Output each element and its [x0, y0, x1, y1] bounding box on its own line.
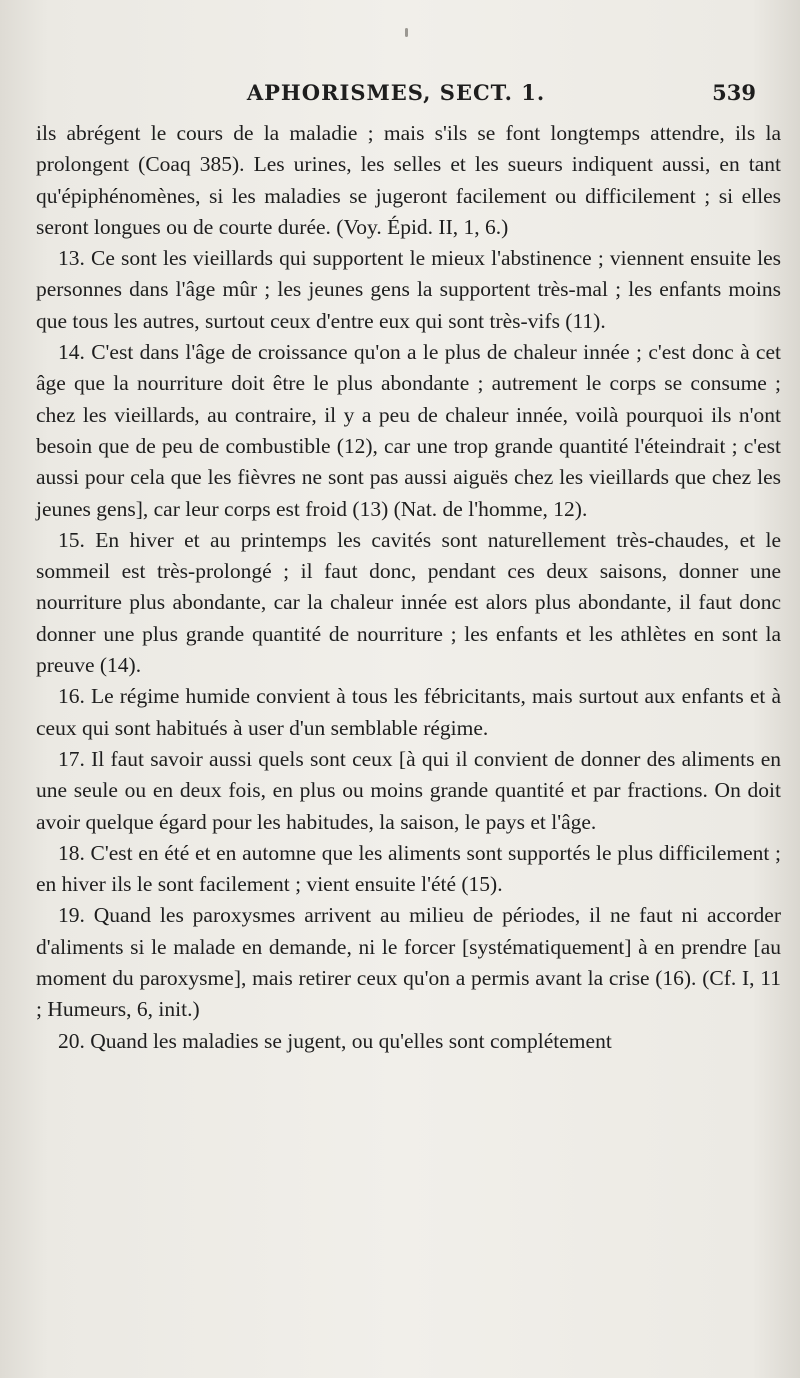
aphorism-18: 18. C'est en été et en automne que les aliments sont supportés le plus difficilement ; en hiver ils le sont facilement ; vient ensuite l'été (15).	[36, 840, 781, 897]
aphorism-20: 20. Quand les maladies se jugent, ou qu'elles sont complétement	[58, 1028, 612, 1053]
aphorism-14: 14. C'est dans l'âge de croissance qu'on a le plus de chaleur innée ; c'est donc à cet âge que la nourriture doit être le plus abondante ; autrement le corps se consume ; chez les vieillards, au contraire, il y a peu de chaleur innée, voilà pourquoi ils n'ont besoin que de peu de combustible (12), car une trop grande quantité l'éteindrait ; c'est aussi pour cela que les fièvres ne sont pas aussi aiguës chez les vieillards que chez les jeunes gens], car leur corps est froid (13) (Nat. de l'homme, 12).	[36, 340, 781, 521]
body-text	[36, 118, 781, 1057]
aphorism-15: 15. En hiver et au printemps les cavités sont naturellement très-chaudes, et le sommeil est très-prolongé ; il faut donc, pendant ces deux saisons, donner une nourriture plus abondante, car la chaleur innée est alors plus abondante, il faut donc donner une plus grande quantité de nourriture ; les enfants et les athlètes en sont la preuve (14).	[36, 527, 781, 678]
paragraph-continuation: ils abrégent le cours de la maladie ; mais s'ils se font longtemps attendre, ils la prolongent (Coaq 385). Les urines, les selles et les sueurs indiquent aussi, en tant qu'épiphénomènes, si les maladies se jugeront facilement ou difficilement ; si elles seront longues ou de courte durée. (Voy. Épid. II, 1, 6.)	[36, 121, 781, 239]
aphorism-16: 16. Le régime humide convient à tous les fébricitants, mais surtout aux enfants et à ceux qui sont habitués à user d'un semblable régime.	[36, 684, 781, 740]
aphorism-17: 17. Il faut savoir aussi quels sont ceux [à qui il convient de donner des aliments en une seule ou en deux fois, en plus ou moins grande quantité et par fractions. On doit avoir quelque égard pour les habitudes, la saison, le pays et l'âge.	[36, 746, 781, 834]
print-mark	[405, 28, 408, 37]
page-number: 539	[712, 80, 756, 105]
aphorism-13: 13. Ce sont les vieillards qui supportent le mieux l'abstinence ; viennent ensuite les personnes dans l'âge mûr ; les jeunes gens la supportent très-mal ; les enfants moins que tous les autres, surtout ceux d'entre eux qui sont très-vifs (11).	[36, 246, 781, 333]
running-title: APHORISMES, SECT. 1.	[246, 80, 546, 105]
aphorism-19: 19. Quand les paroxysmes arrivent au milieu de périodes, il ne faut ni accorder d'aliments si le malade en demande, ni le forcer [systématiquement] à en prendre [au moment du paroxysme], mais retirer ceux qu'on a permis avant la crise (16). (Cf. I, 11 ; Humeurs, 6, init.)	[36, 903, 781, 1022]
running-header	[36, 80, 756, 110]
